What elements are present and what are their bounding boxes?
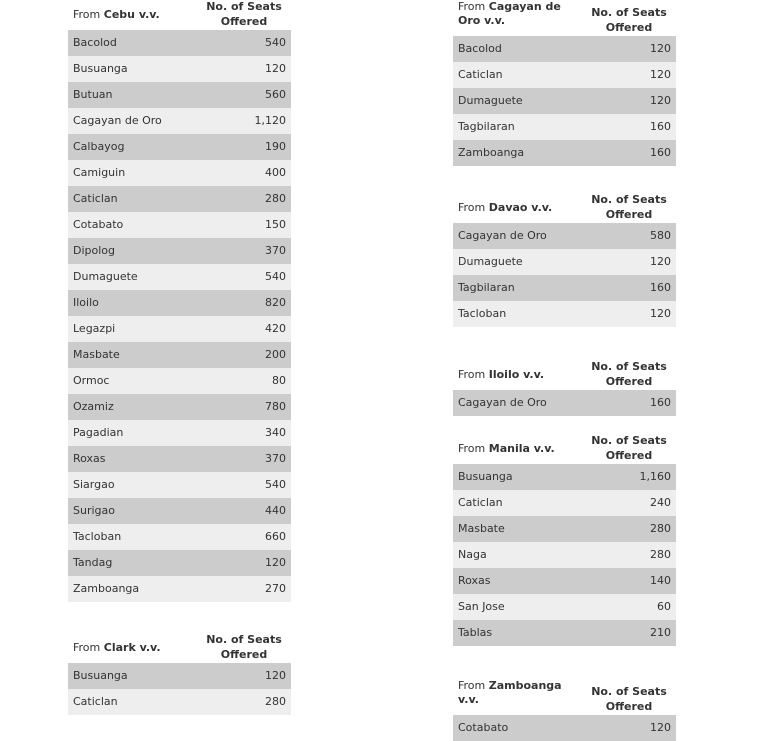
destination-cell: San Jose — [453, 594, 584, 620]
seats-label-line1: No. of Seats — [206, 0, 282, 13]
route-table-clark — [68, 633, 291, 715]
destination-cell: Caticlan — [453, 62, 584, 88]
seats-cell: 660 — [199, 524, 291, 550]
origin-name: Cebu v.v. — [103, 8, 160, 21]
seats-cell: 190 — [199, 134, 291, 160]
origin-name: Davao v.v. — [488, 201, 553, 214]
destination-cell: Roxas — [453, 568, 584, 594]
destination-cell: Ozamiz — [68, 394, 199, 420]
table-row — [453, 568, 676, 594]
route-table-cebu — [68, 0, 291, 602]
seats-cell: 440 — [199, 498, 291, 524]
origin-header — [453, 193, 584, 223]
destination-cell: Tagbilaran — [453, 114, 584, 140]
destination-cell: Cagayan de Oro — [68, 108, 199, 134]
seats-label-line1: No. of Seats — [591, 193, 667, 206]
table-row — [68, 663, 291, 689]
origin-name: Manila v.v. — [488, 442, 555, 455]
table-row — [453, 88, 676, 114]
table-header-row — [453, 434, 676, 464]
seats-cell: 210 — [584, 620, 676, 646]
table-row — [68, 212, 291, 238]
origin-header — [453, 434, 584, 464]
destination-cell: Busuanga — [453, 464, 584, 490]
seats-cell: 370 — [199, 238, 291, 264]
origin-name: Clark v.v. — [103, 641, 161, 654]
seats-cell: 540 — [199, 30, 291, 56]
table-row — [453, 36, 676, 62]
seats-offered-header — [584, 679, 676, 715]
seats-cell: 540 — [199, 264, 291, 290]
table-row — [68, 420, 291, 446]
seats-label-line2: Offered — [605, 207, 653, 221]
seats-cell: 120 — [584, 715, 676, 741]
table-row — [68, 108, 291, 134]
table-row — [68, 56, 291, 82]
seats-cell: 120 — [199, 550, 291, 576]
seats-label-line2: Offered — [605, 374, 653, 388]
table-header-row — [453, 679, 676, 715]
origin-header — [453, 0, 584, 36]
table-row — [68, 524, 291, 550]
table-row — [68, 238, 291, 264]
destination-cell: Bacolod — [453, 36, 584, 62]
seats-label-line2: Offered — [220, 14, 268, 28]
seats-cell: 280 — [199, 689, 291, 715]
table-row — [68, 368, 291, 394]
seats-offered-header — [584, 360, 676, 390]
table-row — [68, 134, 291, 160]
seats-offered-header — [199, 0, 291, 30]
table-row — [68, 264, 291, 290]
table-row — [453, 542, 676, 568]
destination-cell: Naga — [453, 542, 584, 568]
table-row — [68, 342, 291, 368]
table-row — [68, 316, 291, 342]
table-row — [453, 275, 676, 301]
destination-cell: Dipolog — [68, 238, 199, 264]
destination-cell: Dumaguete — [68, 264, 199, 290]
table-header-row — [453, 360, 676, 390]
seats-cell: 120 — [584, 88, 676, 114]
table-row — [453, 62, 676, 88]
seats-cell: 370 — [199, 446, 291, 472]
destination-cell: Cotabato — [453, 715, 584, 741]
table-row — [453, 249, 676, 275]
seats-cell: 240 — [584, 490, 676, 516]
table-row — [68, 446, 291, 472]
destination-cell: Busuanga — [68, 56, 199, 82]
seats-cell: 340 — [199, 420, 291, 446]
seats-cell: 560 — [199, 82, 291, 108]
seats-offered-header — [584, 193, 676, 223]
seats-cell: 780 — [199, 394, 291, 420]
seats-cell: 580 — [584, 223, 676, 249]
destination-cell: Tandag — [68, 550, 199, 576]
table-row — [453, 390, 676, 416]
seats-cell: 120 — [584, 249, 676, 275]
destination-cell: Zamboanga — [68, 576, 199, 602]
route-table-iloilo — [453, 360, 676, 416]
destination-cell: Butuan — [68, 82, 199, 108]
seats-offered-header — [584, 434, 676, 464]
destination-cell: Caticlan — [68, 186, 199, 212]
destination-cell: Dumaguete — [453, 88, 584, 114]
table-row — [68, 576, 291, 602]
destination-cell: Ormoc — [68, 368, 199, 394]
origin-name: Cagayan de Oro v.v. — [458, 0, 561, 27]
table-row — [453, 464, 676, 490]
seats-label-line2: Offered — [605, 448, 653, 462]
origin-name: Iloilo v.v. — [488, 368, 545, 381]
table-header-row — [68, 633, 291, 663]
seats-cell: 280 — [584, 516, 676, 542]
seats-cell: 120 — [584, 301, 676, 327]
from-label: From — [458, 442, 486, 455]
seats-cell: 420 — [199, 316, 291, 342]
table-row — [453, 140, 676, 166]
seats-label-line1: No. of Seats — [206, 633, 282, 646]
seats-cell: 140 — [584, 568, 676, 594]
from-label: From — [73, 641, 101, 654]
route-table-cdo — [453, 0, 676, 166]
route-table-davao — [453, 193, 676, 327]
route-table-zamboanga — [453, 679, 676, 741]
seats-label-line2: Offered — [605, 20, 653, 34]
from-label: From — [458, 201, 486, 214]
seats-cell: 80 — [199, 368, 291, 394]
seats-cell: 120 — [584, 62, 676, 88]
table-row — [68, 689, 291, 715]
seats-cell: 160 — [584, 140, 676, 166]
destination-cell: Caticlan — [68, 689, 199, 715]
destination-cell: Pagadian — [68, 420, 199, 446]
table-header-row — [68, 0, 291, 30]
destination-cell: Roxas — [68, 446, 199, 472]
table-row — [453, 620, 676, 646]
table-row — [453, 301, 676, 327]
route-table-manila — [453, 434, 676, 646]
seats-cell: 1,120 — [199, 108, 291, 134]
seats-offered-header — [584, 0, 676, 36]
seats-cell: 270 — [199, 576, 291, 602]
destination-cell: Cotabato — [68, 212, 199, 238]
destination-cell: Tacloban — [453, 301, 584, 327]
table-row — [68, 394, 291, 420]
table-row — [453, 490, 676, 516]
table-row — [453, 114, 676, 140]
seats-cell: 160 — [584, 114, 676, 140]
seats-cell: 160 — [584, 390, 676, 416]
seats-cell: 200 — [199, 342, 291, 368]
origin-header — [453, 360, 584, 390]
table-row — [68, 498, 291, 524]
destination-cell: Bacolod — [68, 30, 199, 56]
table-row — [68, 186, 291, 212]
seats-cell: 160 — [584, 275, 676, 301]
destination-cell: Cagayan de Oro — [453, 390, 584, 416]
table-row — [453, 715, 676, 741]
seats-cell: 280 — [584, 542, 676, 568]
seats-cell: 120 — [199, 663, 291, 689]
seats-cell: 1,160 — [584, 464, 676, 490]
destination-cell: Tagbilaran — [453, 275, 584, 301]
destination-cell: Tablas — [453, 620, 584, 646]
destination-cell: Caticlan — [453, 490, 584, 516]
seats-cell: 280 — [199, 186, 291, 212]
origin-header — [68, 633, 199, 663]
table-header-row — [453, 193, 676, 223]
seats-label-line1: No. of Seats — [591, 360, 667, 373]
table-row — [68, 30, 291, 56]
destination-cell: Calbayog — [68, 134, 199, 160]
from-label: From — [458, 0, 486, 13]
table-row — [68, 472, 291, 498]
seats-label-line1: No. of Seats — [591, 6, 667, 19]
destination-cell: Masbate — [68, 342, 199, 368]
seats-label-line2: Offered — [605, 699, 653, 713]
seats-offered-header — [199, 633, 291, 663]
destination-cell: Surigao — [68, 498, 199, 524]
from-label: From — [73, 8, 101, 21]
destination-cell: Iloilo — [68, 290, 199, 316]
destination-cell: Masbate — [453, 516, 584, 542]
seats-cell: 150 — [199, 212, 291, 238]
destination-cell: Cagayan de Oro — [453, 223, 584, 249]
table-row — [453, 594, 676, 620]
table-row — [68, 290, 291, 316]
table-row — [68, 550, 291, 576]
table-row — [68, 82, 291, 108]
table-header-row — [453, 0, 676, 36]
seats-cell: 120 — [584, 36, 676, 62]
origin-header — [453, 679, 584, 715]
seats-label-line2: Offered — [220, 647, 268, 661]
destination-cell: Zamboanga — [453, 140, 584, 166]
table-row — [453, 516, 676, 542]
seats-cell: 400 — [199, 160, 291, 186]
table-row — [453, 223, 676, 249]
destination-cell: Siargao — [68, 472, 199, 498]
seats-cell: 120 — [199, 56, 291, 82]
destination-cell: Tacloban — [68, 524, 199, 550]
origin-header — [68, 0, 199, 30]
destination-cell: Busuanga — [68, 663, 199, 689]
origin-name: Zamboanga v.v. — [458, 679, 562, 706]
seats-cell: 540 — [199, 472, 291, 498]
destination-cell: Camiguin — [68, 160, 199, 186]
from-label: From — [458, 679, 486, 692]
destination-cell: Legazpi — [68, 316, 199, 342]
destination-cell: Dumaguete — [453, 249, 584, 275]
from-label: From — [458, 368, 486, 381]
table-row — [68, 160, 291, 186]
seats-cell: 60 — [584, 594, 676, 620]
seats-cell: 820 — [199, 290, 291, 316]
seats-label-line1: No. of Seats — [591, 685, 667, 698]
seats-label-line1: No. of Seats — [591, 434, 667, 447]
